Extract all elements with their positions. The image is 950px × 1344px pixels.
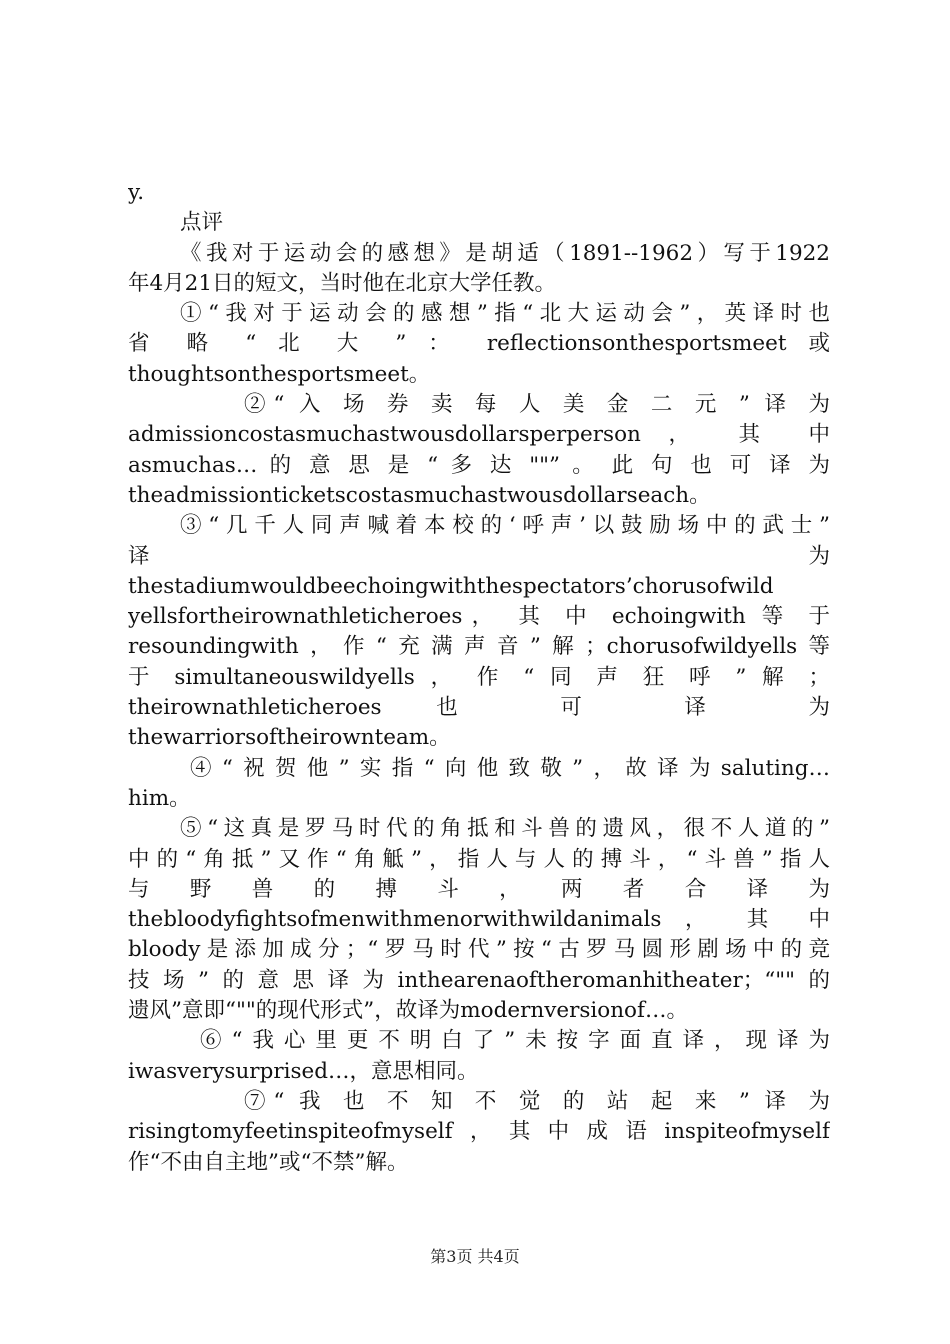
text-line: theadmissionticketscostasmuchastwousdollarseach。 <box>128 482 711 508</box>
text-line: ⑥“我心里更不明白了”未按字面直译，现译为 <box>200 1028 830 1054</box>
text-line: ⑤“这真是罗马时代的角抵和斗兽的遗风，很不人道的” <box>180 816 830 842</box>
text-line: ③“几千人同声喊着本校的‘呼声’以鼓励场中的武士” <box>180 513 830 539</box>
text-line: ①“我对于运动会的感想”指“北大运动会”，英译时也 <box>180 301 830 327</box>
text-line: 译 为 <box>128 543 830 569</box>
page-footer <box>0 1244 950 1267</box>
text-line: ⑦“ 我 也 不 知 不 觉 的 站 起 来 ” 译 为 <box>244 1088 830 1114</box>
text-line: admissioncostasmuchastwousdollarsperperson ， 其 中 <box>128 422 830 448</box>
page-number-label: 第3页 共4页 <box>430 1247 520 1266</box>
text-line: theirownathleticheroes 也 可 译 为 <box>128 695 830 721</box>
text-line: 作“不由自主地”或“不禁”解。 <box>128 1149 409 1175</box>
text-line: 与 野 兽 的 搏 斗 ， 两 者 合 译 为 <box>128 876 830 902</box>
text-line: asmuchas… 的 意 思 是 “ 多 达 ""” 。 此 句 也 可 译 为 <box>128 452 830 478</box>
text-line: bloody是添加成分；“罗马时代”按“古罗马圆形剧场中的竞 <box>128 937 830 963</box>
text-line: thewarriorsoftheirownteam。 <box>128 725 451 751</box>
text-line: 于 simultaneouswildyells ， 作 “ 同 声 狂 呼 ” 解 ； <box>128 664 830 690</box>
text-line: 中的“角抵”又作“角觝”，指人与人的搏斗，“斗兽”指人 <box>128 846 830 872</box>
text-line: thebloodyfightsofmenwithmenorwithwildanimals ， 其 中 <box>128 907 830 933</box>
text-line: 技场”的意思译为inthearenaoftheromanhitheater；“""的 <box>128 967 830 993</box>
text-line: y. <box>128 180 145 205</box>
text-line: yellsfortheirownathleticheroes， 其 中 echoingwith 等 于 <box>128 604 830 630</box>
text-line: iwasverysurprised…，意思相同。 <box>128 1058 479 1084</box>
document-body <box>128 178 830 1178</box>
text-line: 《我对于运动会的感想》是胡适（1891--1962）写于1922 <box>180 240 830 266</box>
text-line: ④“祝贺他”实指“向他致敬”，故译为saluting… <box>190 755 830 781</box>
text-line: thestadiumwouldbeechoingwiththespectators’chorusofwild <box>128 573 774 599</box>
text-line: 省 略 “ 北 大 ” ： reflectionsonthesportsmeet 或 <box>128 331 830 357</box>
text-line: him。 <box>128 785 191 811</box>
text-line: thoughtsonthesportsmeet。 <box>128 361 431 387</box>
text-line: ②“ 入 场 券 卖 每 人 美 金 二 元 ” 译 为 <box>244 392 830 418</box>
text-line: 点评 <box>180 210 224 236</box>
text-line: 年4月21日的短文，当时他在北京大学任教。 <box>128 270 557 296</box>
text-line: 遗风”意即“""的现代形式”，故译为modernversionof…。 <box>128 998 688 1024</box>
text-line: risingtomyfeetinspiteofmyself，其中成语inspiteofmyself <box>128 1119 830 1145</box>
text-line: resoundingwith，作“充满声音”解；chorusofwildyells等 <box>128 634 830 660</box>
